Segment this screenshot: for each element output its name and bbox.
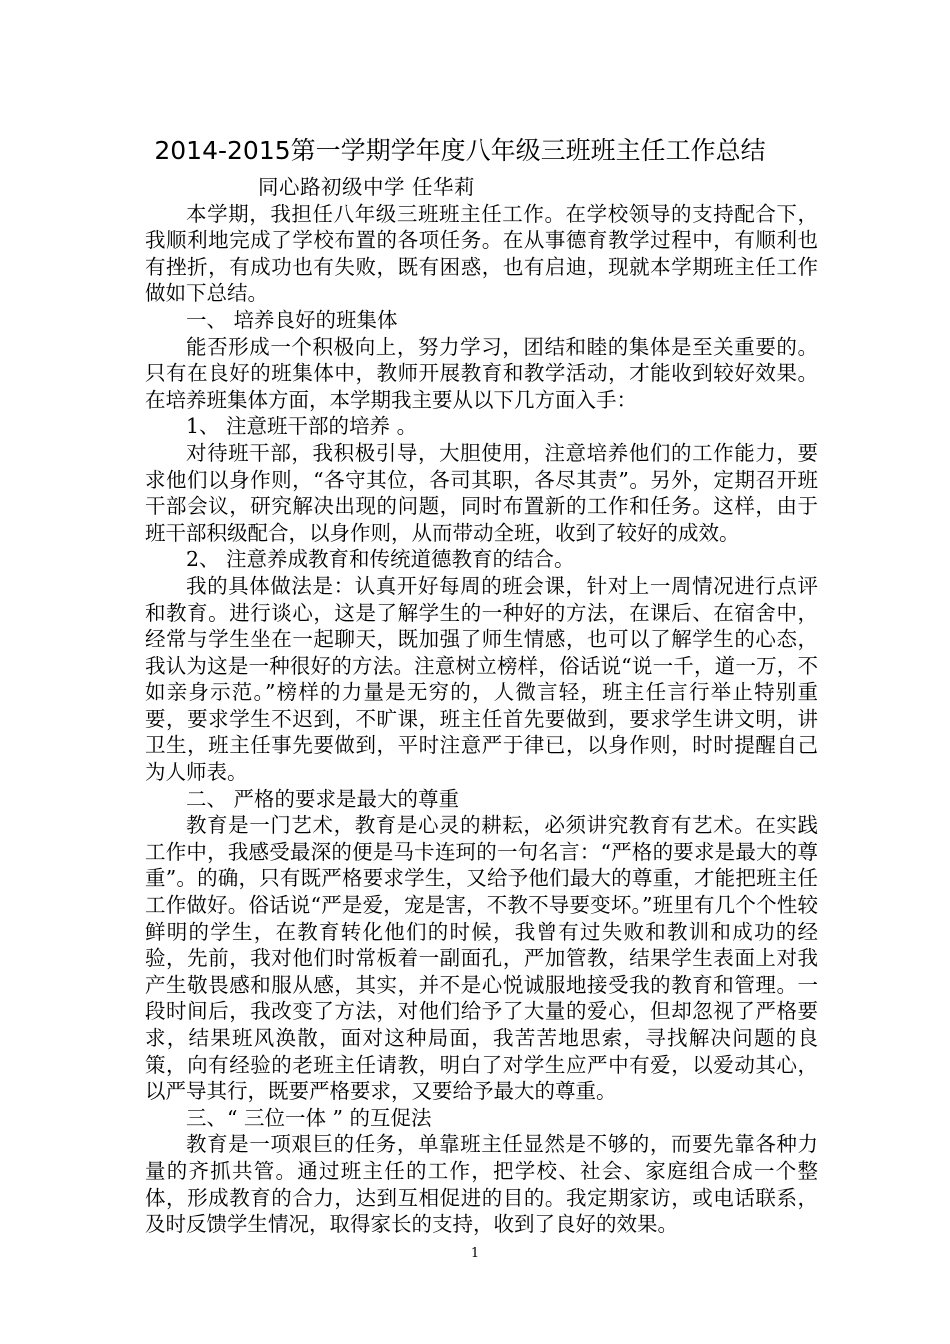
document-title: 2014-2015第一学期学年度八年级三班班主任工作总结	[154, 136, 766, 165]
paragraph: 教育是一项艰巨的任务，单靠班主任显然是不够的，而要先靠各种力量的齐抓共管。通过班主任的工作，把学校、社会、家庭组合成一个整体，形成教育的合力，达到互相促进的目的。我定期家访，或电话联系，及时反馈学生情况，取得家长的支持，收到了良好的效果。	[145, 1132, 818, 1237]
subsection-heading: 1、 注意班干部的培养 。	[186, 414, 418, 439]
section-heading: 二、 严格的要求是最大的尊重	[186, 786, 460, 811]
subsection-heading: 2、 注意养成教育和传统道德教育的结合。	[186, 547, 575, 572]
paragraph: 本学期，我担任八年级三班班主任工作。在学校领导的支持配合下，我顺利地完成了学校布置的各项任务。在从事德育教学过程中，有顺利也有挫折，有成功也有失败，既有困惑，也有启迪，现就本学期班主任工作做如下总结。	[145, 201, 818, 306]
section-heading: 一、 培养良好的班集体	[186, 307, 398, 332]
section-heading: 三、“ 三位一体 ” 的互促法	[186, 1105, 432, 1130]
paragraph: 能否形成一个积极向上，努力学习，团结和睦的集体是至关重要的。只有在良好的班集体中，教师开展教育和教学活动，才能收到较好效果。在培养班集体方面，本学期我主要从以下几方面入手：	[145, 334, 818, 412]
author-line: 同心路初级中学 任华莉	[258, 175, 476, 199]
paragraph: 教育是一门艺术，教育是心灵的耕耘，必须讲究教育有艺术。在实践工作中，我感受最深的便是马卡连珂的一句名言：“严格的要求是最大的尊重”。的确，只有既严格要求学生，又给予他们最大的尊重，才能把班主任工作做好。俗话说“严是爱，宠是害，不教不导要变坏。”班里有几个个性较鲜明的学生，在教育转化他们的时候，我曾有过失败和教训和成功的经验，先前，我对他们时常板着一副面孔，严加管教，结果学生表面上对我产生敬畏感和服从感，其实，并不是心悦诚服地接受我的教育和管理。一段时间后，我改变了方法，对他们给予了大量的爱心，但却忽视了严格要求，结果班风涣散，面对这种局面，我苦苦地思索，寻找解决问题的良策，向有经验的老班主任请教，明白了对学生应严中有爱，以爱动其心，以严导其行，既要严格要求，又要给予最大的尊重。	[145, 813, 818, 1104]
paragraph: 对待班干部，我积极引导，大胆使用，注意培养他们的工作能力，要求他们以身作则，“各守其位，各司其职，各尽其责”。另外，定期召开班干部会议，研究解决出现的问题，同时布置新的工作和任务。这样，由于班干部积级配合，以身作则，从而带动全班，收到了较好的成效。	[145, 440, 818, 545]
document-body	[145, 174, 818, 1238]
page-number: 1	[470, 1246, 480, 1261]
paragraph: 我的具体做法是：认真开好每周的班会课，针对上一周情况进行点评和教育。进行谈心，这是了解学生的一种好的方法，在课后、在宿舍中，经常与学生坐在一起聊天，既加强了师生情感，也可以了解学生的心态，我认为这是一种很好的方法。注意树立榜样，俗话说“说一千，道一万，不如亲身示范。”榜样的力量是无穷的，人微言轻，班主任言行举止特别重要，要求学生不迟到，不旷课，班主任首先要做到，要求学生讲文明，讲卫生，班主任事先要做到，平时注意严于律已，以身作则，时时提醒自己为人师表。	[145, 573, 818, 785]
